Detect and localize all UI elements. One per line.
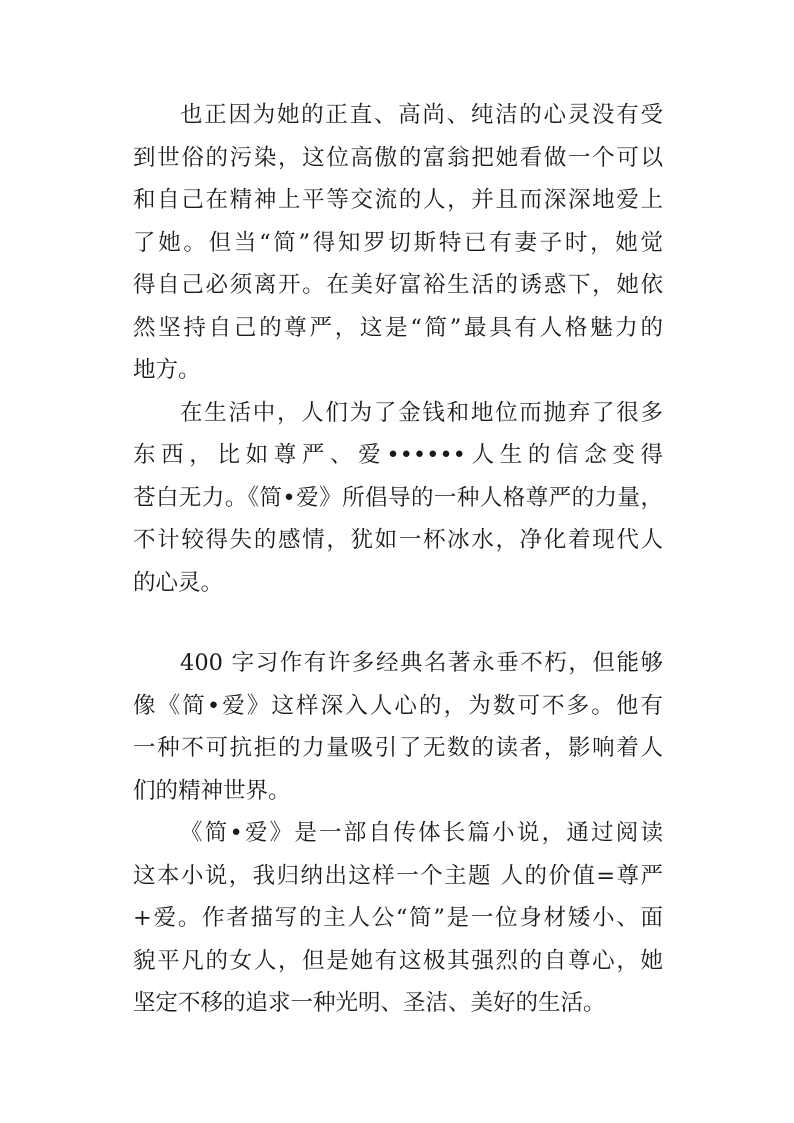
text-line: 到世俗的污染，这位高傲的富翁把她看做一个可以 [133,144,663,171]
text-line: 不计较得失的感情，犹如一杯冰水，净化着现代人 [133,527,663,553]
text-line: 们的精神世界。 [133,777,291,804]
text-section-b [133,642,663,1025]
text-line: 也正因为她的正直、高尚、纯洁的心灵没有受 [180,102,663,128]
text-section-a [133,94,663,604]
text-line: 貌平凡的女人，但是她有这极其强烈的自尊心，她 [133,947,663,974]
paragraph [133,642,663,812]
text-line: +爱。作者描写的主人公“简”是一位身材矮小、面 [133,905,663,931]
paragraph [133,812,663,1025]
text-line: 苍白无力。《简•爱》所倡导的一种人格尊严的力量， [133,484,663,511]
text-line: 坚定不移的追求一种光明、圣洁、美好的生活。 [133,990,606,1016]
text-line: 了她。但当“简”得知罗切斯特已有妻子时，她觉 [133,229,663,256]
text-line: 东西，比如尊严、爱••••••人生的信念变得 [133,442,663,468]
text-line: 《简•爱》是一部自传体长篇小说，通过阅读 [180,820,663,846]
text-line: 的心灵。 [133,569,224,596]
text-line: 得自己必须离开。在美好富裕生活的诱惑下，她依 [133,272,663,298]
text-line: 在生活中，人们为了金钱和地位而抛弃了很多 [180,399,663,426]
text-line: 这本小说，我归纳出这样一个主题 人的价值=尊严 [133,862,663,889]
text-line: 像《简•爱》这样深入人心的，为数可不多。他有 [133,692,663,719]
text-line: 400 字习作有许多经典名著永垂不朽，但能够 [180,650,663,676]
text-line: 和自己在精神上平等交流的人，并且而深深地爱上 [133,187,663,213]
paragraph [133,392,663,605]
paragraph [133,94,663,392]
text-line: 然坚持自己的尊严，这是“简”最具有人格魅力的 [133,314,663,341]
text-line: 一种不可抗拒的力量吸引了无数的读者，影响着人 [133,735,663,761]
text-line: 地方。 [133,357,201,383]
